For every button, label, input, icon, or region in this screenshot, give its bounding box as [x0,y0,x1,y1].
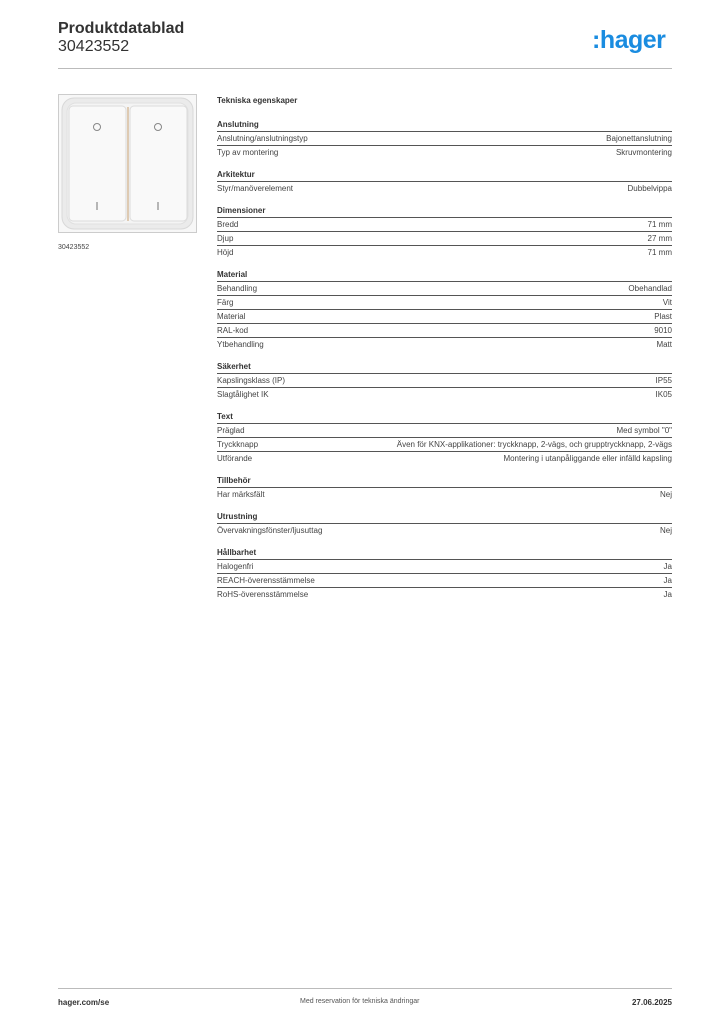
spec-row [217,181,672,195]
spec-row [217,573,672,587]
footer-website-link[interactable]: hager.com/se [58,998,110,1007]
spec-label: Material [217,312,246,321]
spec-value: Ja [663,562,672,571]
specs-title: Tekniska egenskaper [217,96,298,105]
spec-label: RAL-kod [217,326,249,335]
spec-value: Plast [654,312,672,321]
spec-section [217,205,672,259]
spec-row [217,145,672,159]
spec-value: IK05 [655,390,672,399]
spec-value: 9010 [654,326,672,335]
spec-value: 71 mm [647,220,672,229]
spec-value: Montering i utanpåliggande eller infälld kapsling [503,454,672,463]
spec-label: Har märksfält [217,490,265,499]
spec-section [217,511,672,537]
spec-row [217,295,672,309]
spec-label: Övervakningsfönster/ljusuttag [217,526,323,535]
spec-value: Bajonettanslutning [606,134,672,143]
image-caption: 30423552 [58,244,90,251]
spec-label: Djup [217,234,234,243]
spec-label: Tryckknapp [217,440,259,449]
spec-value: Skruvmontering [615,148,672,157]
section-title: Material [217,270,248,279]
spec-label: REACH-överensstämmelse [217,576,315,585]
spec-label: Slagtålighet IK [217,390,269,399]
spec-row [217,451,672,465]
spec-section [217,119,672,159]
spec-label: Präglad [217,426,245,435]
section-title: Utrustning [217,512,258,521]
spec-value: Dubbelvippa [627,184,672,193]
spec-value: 71 mm [647,248,672,257]
spec-section [217,547,672,601]
spec-label: Kapslingsklass (IP) [217,376,286,385]
spec-section [217,475,672,501]
section-title: Säkerhet [217,362,251,371]
footer-date: 27.06.2025 [631,998,672,1007]
footer-note: Med reservation för tekniska ändringar [300,998,420,1005]
spec-label: Behandling [217,284,258,293]
spec-row [217,245,672,259]
spec-section [217,269,672,351]
spec-row [217,337,672,351]
spec-row [217,423,672,437]
footer-divider [58,988,672,989]
spec-value: Matt [656,340,672,349]
header-divider [58,68,672,69]
spec-value: Nej [659,490,672,499]
spec-row [217,559,672,573]
hager-logo: :hager [592,26,666,54]
product-number: 30423552 [58,38,130,55]
document-title: Produktdatablad [58,20,185,37]
spec-value: Ja [663,590,672,599]
spec-label: Färg [217,298,234,307]
spec-section [217,169,672,195]
spec-row [217,231,672,245]
spec-label: Utförande [217,454,253,463]
spec-value: 27 mm [647,234,672,243]
spec-label: Höjd [217,248,234,257]
spec-row [217,131,672,145]
spec-row [217,487,672,501]
spec-label: Ytbehandling [217,340,264,349]
spec-value: IP55 [655,376,672,385]
spec-value: Med symbol "0" [616,426,672,435]
spec-row [217,437,672,451]
spec-value: Obehandlad [628,284,672,293]
spec-row [217,373,672,387]
spec-label: Bredd [217,220,239,229]
spec-label: Halogenfri [217,562,254,571]
section-title: Hållbarhet [217,548,257,557]
spec-row [217,281,672,295]
spec-row [217,309,672,323]
double-rocker-switch-icon [59,95,196,232]
section-title: Arkitektur [217,170,255,179]
section-title: Tillbehör [217,476,251,485]
technical-specifications [217,95,672,611]
spec-sections [217,119,672,601]
spec-label: RoHS-överensstämmelse [217,590,309,599]
spec-row [217,387,672,401]
spec-row [217,323,672,337]
spec-value: Nej [659,526,672,535]
spec-value: Även för KNX-applikationer: tryckknapp, 2-vägs, och grupptryckknapp, 2-vägs [396,440,672,449]
spec-value: Ja [663,576,672,585]
spec-row [217,523,672,537]
spec-section [217,411,672,465]
product-image [58,94,197,233]
spec-section [217,361,672,401]
section-title: Dimensioner [217,206,266,215]
section-title: Anslutning [217,120,259,129]
spec-label: Anslutning/anslutningstyp [217,134,308,143]
spec-row [217,217,672,231]
spec-label: Styr/manöverelement [217,184,294,193]
spec-row [217,587,672,601]
section-title: Text [217,412,233,421]
spec-label: Typ av montering [217,148,279,157]
spec-value: Vit [662,298,672,307]
